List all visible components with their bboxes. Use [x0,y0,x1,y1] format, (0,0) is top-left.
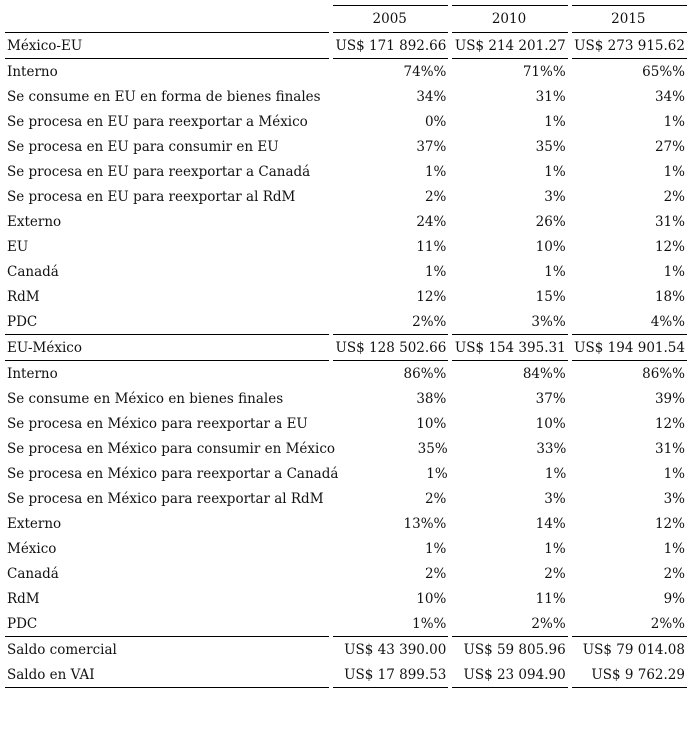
table-row [5,309,687,334]
cell-2005: 1% [424,263,447,280]
section-value-2010: US$ 154 395.31 [454,339,566,356]
cell-2005: 35% [417,440,448,457]
row-label: Interno [7,63,58,80]
row-label: Interno [7,365,58,382]
cell-2015: 1% [663,163,685,180]
cell-2015: 12% [654,515,685,532]
rule-section-2-top [5,334,687,335]
table-row [5,361,687,386]
cell-2005: 11% [416,238,447,255]
table-row [5,586,687,611]
section-title: EU-México [7,339,82,356]
table-row [5,486,687,511]
cell-2010: 71%% [522,63,566,80]
rule-top [5,5,687,6]
cell-2015: 1% [663,263,685,280]
cell-2015: 27% [654,138,685,155]
total-2015: US$ 79 014.08 [582,641,685,658]
row-label: México [7,540,57,557]
table-row [5,259,687,284]
cell-2015: 1% [663,465,686,482]
cell-2015: 12% [654,238,685,255]
cell-2015: 9% [663,590,685,607]
cell-2005: 34% [416,88,447,105]
cell-2010: 2% [544,565,566,582]
cell-2005: 0% [424,113,447,130]
cell-2010: 15% [535,288,566,305]
cell-2010: 35% [535,138,566,155]
table-row [5,536,687,561]
row-label: Se procesa en México para reexportar al RdM [7,490,324,507]
cell-2015: 4%% [650,313,685,330]
trade-table [5,5,687,688]
row-label: Se procesa en EU para reexportar al RdM [7,188,296,205]
cell-2005: 1%% [412,615,447,632]
total-row [5,662,687,687]
cell-2010: 3%% [531,313,566,330]
cell-2015: 1% [663,113,685,130]
row-label: PDC [7,313,38,330]
row-label: Canadá [7,565,59,582]
table-row [5,209,687,234]
cell-2005: 37% [416,138,447,155]
table-row [5,284,687,309]
header-row [5,6,687,32]
cell-2005: 10% [416,415,447,432]
year-2005: 2005 [372,11,407,27]
cell-2005: 2% [424,188,447,205]
table-row [5,84,687,109]
cell-2010: 37% [535,390,566,407]
cell-2015: 3% [663,490,685,507]
row-label: Se procesa en México para reexportar a Canadá [7,465,339,482]
row-label: Se consume en EU en forma de bienes finales [7,88,321,105]
total-row [5,637,687,662]
row-label: EU [7,238,29,255]
table-row [5,561,687,586]
section-value-2015: US$ 194 901.54 [574,339,685,356]
row-label: Se procesa en México para consumir en México [7,440,336,457]
row-label: RdM [7,590,40,607]
row-label: Se procesa en EU para consumir en EU [7,138,279,155]
cell-2005: 86%% [403,365,447,382]
cell-2010: 14% [535,515,566,532]
cell-2005: 74%% [403,63,447,80]
cell-2010: 3% [544,188,566,205]
section-value-2005: US$ 171 892.66 [335,37,447,54]
cell-2005: 2%% [412,313,447,330]
rule-section-1-mid [5,58,687,59]
cell-2015: 18% [654,288,685,305]
row-label: Se procesa en México para reexportar a EU [7,415,308,432]
cell-2010: 11% [535,590,566,607]
section-value-2010: US$ 214 201.27 [454,37,566,54]
cell-2015: 2%% [650,615,685,632]
rule-section-2-mid [5,360,687,361]
total-2015: US$ 9 762.29 [591,666,685,683]
total-2005: US$ 43 390.00 [344,641,447,658]
section-value-2005: US$ 128 502.66 [335,339,447,356]
cell-2010: 1% [544,263,566,280]
table-row [5,611,687,636]
cell-2010: 1% [544,163,566,180]
cell-2010: 1% [544,465,567,482]
row-label: Se consume en México en bienes finales [7,390,284,407]
year-2015: 2015 [611,11,646,27]
row-label: Externo [7,213,62,230]
cell-2005: 38% [416,390,447,407]
section-header-row [5,33,687,58]
cell-2005: 2% [424,565,447,582]
cell-2015: 34% [654,88,685,105]
rule-totals-top [5,636,687,637]
cell-2010: 84%% [522,365,566,382]
cell-2010: 10% [535,415,566,432]
cell-2005: 10% [416,590,447,607]
cell-2005: 2% [424,490,447,507]
table-row [5,386,687,411]
cell-2010: 33% [536,440,567,457]
table-row [5,411,687,436]
row-label: Canadá [7,263,59,280]
row-label: Externo [7,515,62,532]
cell-2010: 10% [535,238,566,255]
cell-2015: 86%% [642,365,685,382]
cell-2010: 2%% [531,615,566,632]
table-row [5,134,687,159]
cell-2015: 31% [654,213,685,230]
cell-2015: 31% [655,440,686,457]
cell-2015: 65%% [642,63,685,80]
table-row [5,461,687,486]
total-label: Saldo en VAI [7,666,95,683]
section-value-2015: US$ 273 915.62 [574,37,685,54]
cell-2010: 31% [535,88,566,105]
table-row [5,159,687,184]
year-2010: 2010 [491,11,527,27]
total-2010: US$ 23 094.90 [463,666,566,683]
cell-2005: 1% [424,163,447,180]
total-label: Saldo comercial [7,641,117,658]
rule-bottom [5,687,687,688]
total-2005: US$ 17 899.53 [344,666,447,683]
cell-2015: 39% [654,390,685,407]
cell-2010: 1% [544,113,566,130]
cell-2010: 3% [544,490,566,507]
cell-2010: 26% [535,213,566,230]
cell-2005: 12% [416,288,447,305]
table-row [5,59,687,84]
table-row [5,436,687,461]
cell-2010: 1% [544,540,566,557]
cell-2005: 13%% [403,515,447,532]
table-row [5,184,687,209]
row-label: RdM [7,288,40,305]
cell-2015: 12% [654,415,685,432]
cell-2015: 1% [663,540,685,557]
section-header-row [5,335,687,360]
total-2010: US$ 59 805.96 [463,641,566,658]
row-label: PDC [7,615,38,632]
cell-2005: 1% [424,540,447,557]
cell-2015: 2% [663,188,685,205]
rule-section-1-top [5,32,687,33]
table-row [5,109,687,134]
cell-2015: 2% [663,565,685,582]
cell-2005: 1% [426,465,448,482]
cell-2005: 24% [416,213,447,230]
section-title: México-EU [7,37,83,54]
table-row [5,234,687,259]
table-row [5,511,687,536]
row-label: Se procesa en EU para reexportar a Canadá [7,163,311,180]
row-label: Se procesa en EU para reexportar a México [7,113,308,130]
